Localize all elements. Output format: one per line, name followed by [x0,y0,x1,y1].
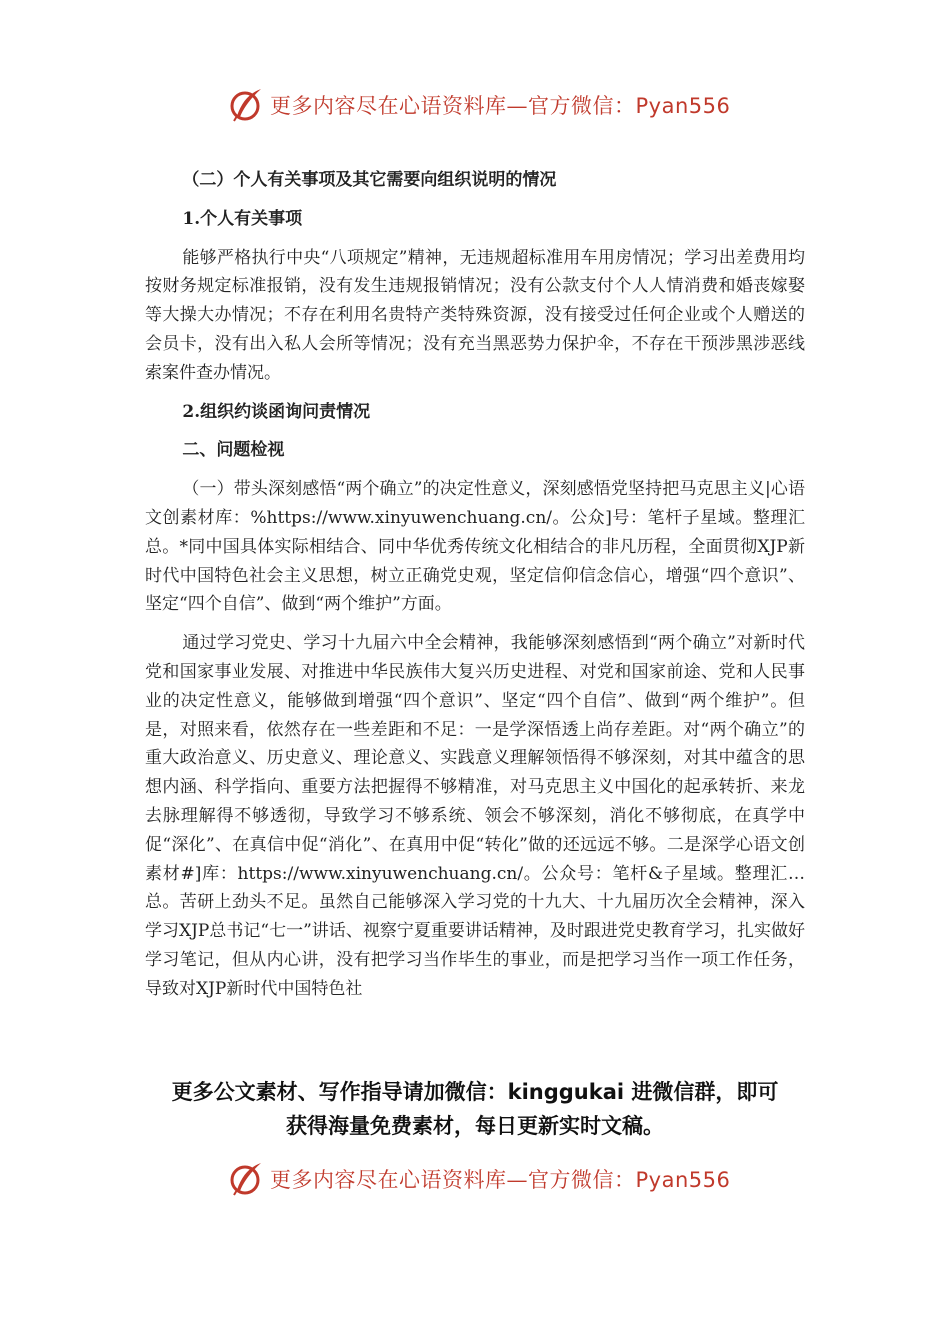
section-title-personal: （二）个人有关事项及其它需要向组织说明的情况 [182,170,557,190]
footer-banner [228,1159,730,1199]
banner-contact: Pyan556 [635,1168,731,1192]
section-title-problems: 二、问题检视 [182,440,285,461]
promo-line-1: 更多公文素材、写作指导请加微信：kinggukai 进微信群，即可 [171,1080,779,1104]
banner-text: 更多内容尽在心语资料库—官方微信：Pyan556 [270,1168,731,1192]
banner-contact: Pyan556 [635,94,731,118]
quill-logo-icon [228,1161,264,1197]
problems-paragraph-1: （一）带头深刻感悟“两个确立”的决定性意义，深刻感悟党坚持把马克思主义|心语文创素材库：%https://www.xinyuwenchuang.cn/。公众]号：笔杆子星域。整理汇总。*同中国具体实际相结合、同中华优秀传统文化相结合的非凡历程，全面贯彻XJP新时代中国特色社会主义思想，树立正确党史观，坚定信仰信念信心，增强“四个意识”、坚定“四个自信”、做到“两个维护”方面。 [145,479,805,615]
banner-text: 更多内容尽在心语资料库—官方微信：Pyan556 [270,94,731,118]
item2-title: 2.组织约谈函询问责情况 [182,401,371,422]
promo-notice [120,1075,830,1143]
document-body [145,166,805,1014]
quill-logo-icon [228,87,264,123]
problems-paragraph-2: 通过学习党史、学习十九届六中全会精神，我能够深刻感悟到“两个确立”对新时代党和国家事业发展、对推进中华民族伟大复兴历史进程、对党和国家前途、党和人民事业的决定性意义，能够做到增强“四个意识”、坚定“四个自信”、做到“两个维护”。但是，对照来看，依然存在一些差距和不足：一是学深悟透上尚存差距。对“两个确立”的重大政治意义、历史意义、理论意义、实践意义理解领悟得不够深刻，对其中蕴含的思想内涵、科学指向、重要方法把握得不够精准，对马克思主义中国化的起承转折、来龙去脉理解得不够透彻，导致学习不够系统、领会不够深刻，消化不够彻底，在真学中促“深化”、在真信中促“消化”、在真用中促“转化”做的还远远不够。二是深学心语文创素材#]库：https://www.xinyuwenchuang.cn/。公众号：笔杆&子星域。整理汇…总。苦研上劲头不足。虽然自己能够深入学习党的十九大、十九届历次全会精神，深入学习XJP总书记“七一”讲话、视察宁夏重要讲话精神，及时跟进党史教育学习，扎实做好学习笔记，但从内心讲，没有把学习当作毕生的事业，而是把学习当作一项工作任务，导致对XJP新时代中国特色社 [145,633,805,999]
item1-paragraph: 能够严格执行中央“八项规定”精神，无违规超标准用车用房情况；学习出差费用均按财务规定标准报销，没有发生违规报销情况；没有公款支付个人人情消费和婚丧嫁娶等大操大办情况；不存在利用名贵特产类特殊资源，没有接受过任何企业或个人赠送的会员卡，没有出入私人会所等情况；没有充当黑恶势力保护伞，不存在干预涉黑涉恶线索案件查办情况。 [145,247,805,383]
header-banner [228,85,730,125]
item1-title: 1.个人有关事项 [182,208,303,229]
promo-line-2: 获得海量免费素材，每日更新实时文稿。 [286,1114,664,1138]
